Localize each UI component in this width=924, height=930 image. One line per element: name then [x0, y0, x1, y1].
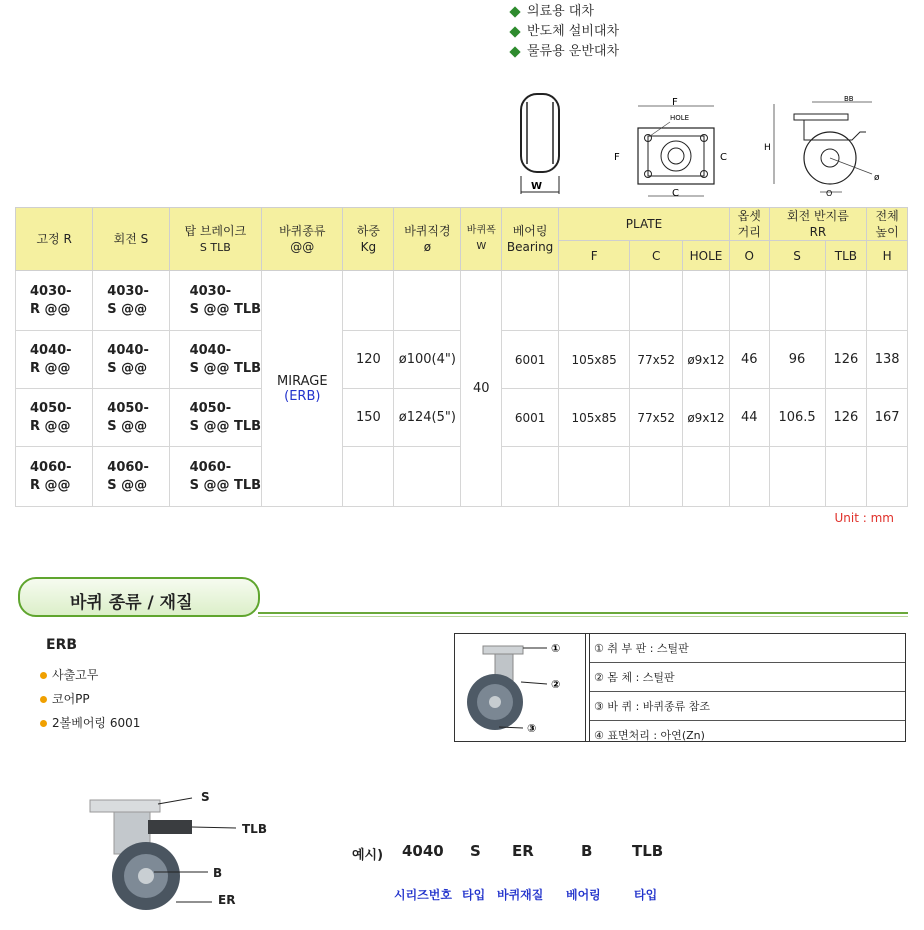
header-offset: 옵셋 거리	[729, 208, 769, 241]
example-desc-series: 시리즈번호	[394, 888, 452, 902]
example-desc-type: 타입	[462, 888, 486, 902]
header-load: 하중 Kg	[343, 208, 394, 271]
application-item: 의료용 대차	[508, 2, 619, 22]
header-height-h: H	[867, 241, 908, 271]
table-row: 4060- R @@ 4060- S @@ 4060- S @@ TLB	[16, 447, 908, 507]
example-label: 예시)	[352, 848, 384, 863]
diamond-bullet-icon	[509, 26, 520, 37]
list-item: 코어PP	[40, 687, 140, 711]
plate-drawing	[608, 88, 732, 200]
svg-text:F: F	[672, 97, 678, 108]
table-row: 4040- R @@ 4040- S @@ 4040- S @@ TLB 120 ø100(4") 6001 105x85 77x52 ø9x12 46 96 126 138	[16, 331, 908, 389]
svg-text:BB: BB	[844, 95, 854, 103]
caster-side-drawing	[760, 88, 885, 200]
marker-1: ①	[551, 642, 561, 655]
list-item: 2볼베어링 6001	[40, 711, 140, 735]
header-radius: 회전 반지름 RR	[769, 208, 867, 241]
caster-example-image	[84, 790, 264, 915]
svg-text:O: O	[826, 189, 833, 198]
svg-text:C: C	[720, 152, 727, 163]
example-brake: TLB	[632, 842, 664, 860]
header-fixed: 고정 R	[16, 208, 93, 271]
example-desc-material: 바퀴재질	[497, 888, 544, 902]
svg-text:H: H	[764, 143, 771, 153]
application-item: 반도체 설비대차	[508, 22, 619, 42]
header-radius-tlb: TLB	[825, 241, 867, 271]
header-swivel: 회전 S	[93, 208, 169, 271]
header-plate-c: C	[630, 241, 683, 271]
table-row: ① 취 부 판 : 스틸판	[590, 634, 905, 663]
list-item: 사출고무	[40, 663, 140, 687]
example-desc-brake: 타입	[634, 888, 658, 902]
table-row: ④ 표면처리 : 아연(Zn)	[594, 729, 705, 742]
section-divider	[258, 612, 908, 614]
table-row: ③ 바 퀴 : 바퀴종류 참조	[590, 692, 905, 721]
header-plate-hole: HOLE	[683, 241, 730, 271]
table-row: ② 몸 체 : 스틸판	[590, 663, 905, 692]
header-height: 전체 높이	[867, 208, 908, 241]
header-width: 바퀴폭 W	[461, 208, 502, 271]
section-title: 바퀴 종류 / 재질	[70, 593, 193, 613]
unit-label: Unit : mm	[834, 511, 894, 525]
header-plate: PLATE	[559, 208, 730, 241]
example-desc-bearing: 베어링	[566, 888, 601, 902]
example-series: 4040	[402, 842, 444, 860]
section-divider-thin	[258, 616, 908, 617]
diamond-bullet-icon	[509, 6, 520, 17]
header-plate-f: F	[559, 241, 630, 271]
header-diameter: 바퀴직경 ø	[394, 208, 461, 271]
bullet-icon	[40, 696, 47, 703]
svg-text:F: F	[614, 152, 620, 163]
callout-er: ER	[218, 893, 236, 907]
application-item: 물류용 운반대차	[508, 42, 619, 62]
svg-text:HOLE: HOLE	[670, 114, 690, 122]
bullet-icon	[40, 720, 47, 727]
header-offset-o: O	[729, 241, 769, 271]
header-radius-s: S	[769, 241, 825, 271]
bullet-icon	[40, 672, 47, 679]
svg-text:C: C	[672, 188, 679, 199]
wheel-width-drawing	[515, 88, 565, 196]
wheel-type-cell: MIRAGE (ERB)	[262, 271, 343, 507]
header-bearing: 베어링 Bearing	[502, 208, 559, 271]
wheel-width-cell: 40	[461, 271, 502, 507]
application-list	[508, 2, 619, 62]
diamond-bullet-icon	[509, 46, 520, 57]
marker-2: ②	[551, 678, 561, 691]
callout-tlb: TLB	[242, 822, 267, 836]
table-row: 4050- R @@ 4050- S @@ 4050- S @@ TLB 150 ø124(5") 6001 105x85 77x52 ø9x12 44 106.5 126 167	[16, 389, 908, 447]
caster-parts-image	[455, 634, 586, 741]
parts-table	[590, 634, 905, 749]
example-material: ER	[512, 842, 534, 860]
example-type: S	[470, 842, 481, 860]
table-row: 4030- R @@ 4030- S @@ 4030- S @@ TLB MIRAGE (ERB) 40	[16, 271, 908, 331]
example-bearing: B	[581, 842, 593, 860]
w-label: W	[531, 181, 543, 192]
callout-b: B	[213, 866, 223, 880]
erb-title: ERB	[46, 637, 78, 653]
erb-feature-list	[40, 663, 140, 735]
marker-3: ③	[527, 722, 537, 735]
svg-text:ø: ø	[874, 173, 880, 183]
header-top-brake: 탑 브레이크 S TLB	[169, 208, 262, 271]
caster-spec-table	[15, 207, 908, 507]
header-wheel-type: 바퀴종류 @@	[262, 208, 343, 271]
callout-s: S	[201, 790, 210, 804]
